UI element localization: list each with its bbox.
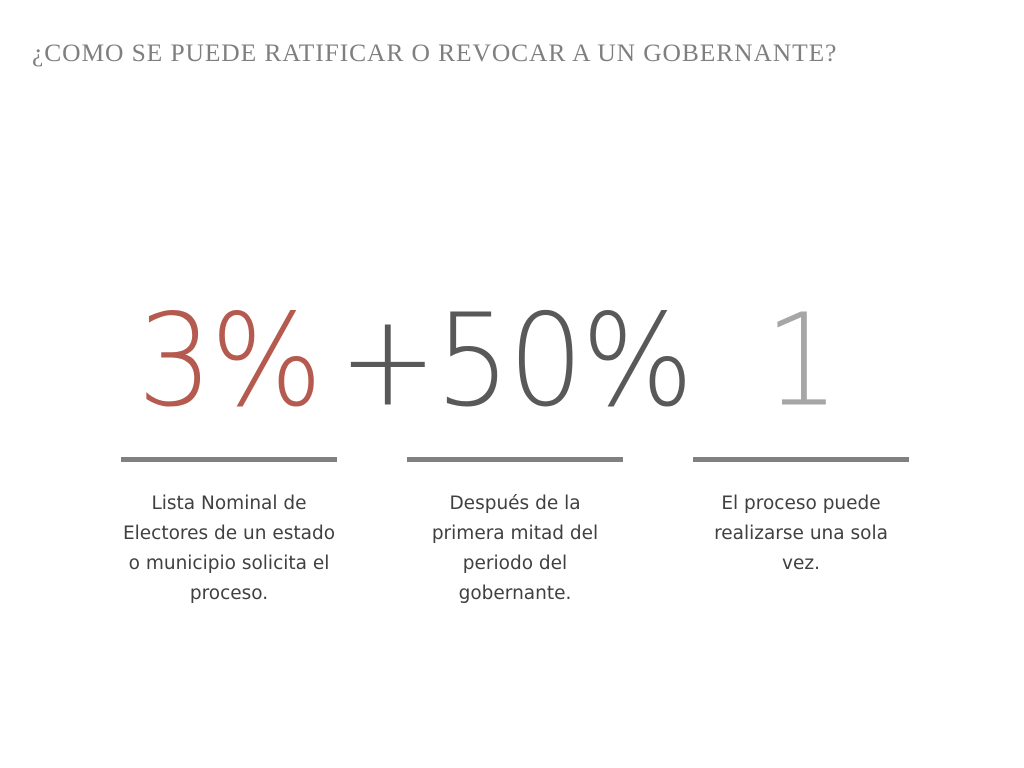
stat-caption-2: Después de la primera mitad del periodo del gobernante. <box>431 493 599 604</box>
stat-item-1 <box>110 285 348 609</box>
stat-item-2 <box>338 285 692 609</box>
stat-figure-2: +50% <box>338 285 692 435</box>
stat-figure-3: 1 <box>764 285 838 435</box>
page-title: ¿COMO SE PUEDE RATIFICAR O REVOCAR A UN GOBERNANTE? <box>32 38 838 67</box>
stat-divider-2 <box>407 457 623 462</box>
stat-caption-1: Lista Nominal de Electores de un estado o municipio solicita el proceso. <box>122 493 336 604</box>
stat-divider-3 <box>693 457 909 462</box>
stat-divider-1 <box>121 457 337 462</box>
stat-item-3 <box>682 285 920 579</box>
stat-caption-3: El proceso puede realizarse una sola vez. <box>714 493 888 574</box>
stats-row <box>110 285 920 609</box>
stat-figure-1: 3% <box>137 285 321 435</box>
